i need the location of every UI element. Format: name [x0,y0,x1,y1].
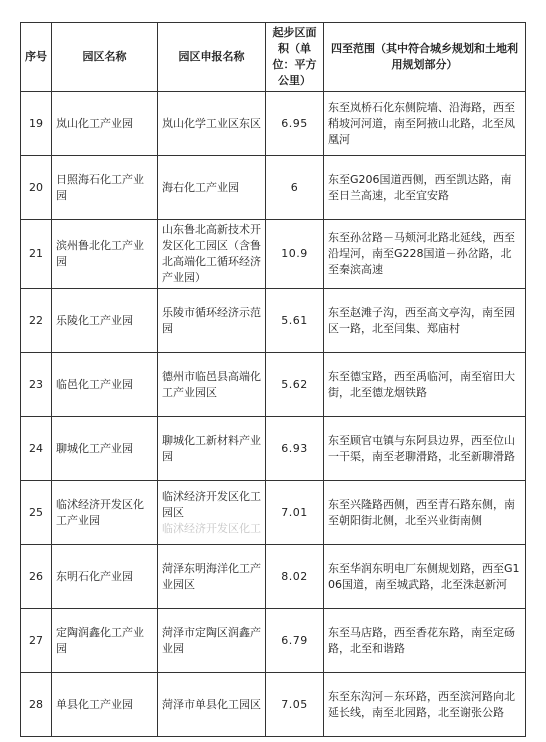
row-area: 6.79 [266,609,324,673]
row-area: 6.93 [266,417,324,481]
row-registered-name: 山东鲁北高新技术开发区化工园区（含鲁北高端化工循环经济产业园） [158,220,266,289]
row-registered-name: 海右化工产业园 [158,156,266,220]
row-id: 26 [21,545,52,609]
row-area: 7.01 [266,481,324,545]
table-row [21,609,526,673]
row-range: 东至岚桥石化东侧院墙、沿海路，西至稍坡河河道，南至阿掖山北路，北至凤凰河 [324,92,526,156]
row-registered-name: 聊城化工新材料产业园 [158,417,266,481]
park-table-container [20,22,526,737]
row-park-name: 单县化工产业园 [52,673,158,737]
row-registered-name: 德州市临邑县高端化工产业园区 [158,353,266,417]
row-range: 东至华润东明电厂东侧规划路，西至G106国道，南至城武路，北至洙赵新河 [324,545,526,609]
header-name: 园区名称 [52,23,158,92]
table-row [21,220,526,289]
row-registered-name: 岚山化学工业区东区 [158,92,266,156]
row-area: 6 [266,156,324,220]
table-row [21,289,526,353]
row-area: 5.62 [266,353,324,417]
table-row [21,481,526,545]
row-area: 6.95 [266,92,324,156]
row-range: 东至G206国道西侧，西至凯达路，南至日兰高速，北至宜安路 [324,156,526,220]
row-registered-name: 菏泽东明海洋化工产业园区 [158,545,266,609]
row-park-name: 乐陵化工产业园 [52,289,158,353]
table-row [21,156,526,220]
row-id: 27 [21,609,52,673]
header-range: 四至范围（其中符合城乡规划和土地利用规划部分） [324,23,526,92]
row-range: 东至赵滩子沟，西至高文亭沟，南至园区一路，北至闫集、郑庙村 [324,289,526,353]
registered-name-text: 临沭经济开发区化工园区 [162,489,261,519]
row-area: 7.05 [266,673,324,737]
row-park-name: 临沭经济开发区化工产业园 [52,481,158,545]
row-id: 22 [21,289,52,353]
row-park-name: 定陶润鑫化工产业园 [52,609,158,673]
row-registered-name: 菏泽市定陶区润鑫产业园 [158,609,266,673]
table-row [21,353,526,417]
row-park-name: 日照海石化工产业园 [52,156,158,220]
table-row [21,417,526,481]
row-park-name: 临邑化工产业园 [52,353,158,417]
row-range: 东至孙岔路－马颊河北路北延线，西至沿埕河，南至G228国道－孙岔路，北至秦滨高速 [324,220,526,289]
row-area: 10.9 [266,220,324,289]
row-range: 东至德宝路，西至禹临河，南至宿田大街，北至德龙烟铁路 [324,353,526,417]
row-range: 东至顾官屯镇与东阿县边界，西至位山一干渠，南至老聊滑路，北至新聊滑路 [324,417,526,481]
header-area: 起步区面积（单位：平方公里） [266,23,324,92]
watermark-text: 临沭经济开发区化工 [162,521,261,535]
chemical-park-table [20,22,526,737]
row-id: 25 [21,481,52,545]
row-registered-name [158,481,266,545]
row-id: 21 [21,220,52,289]
row-id: 19 [21,92,52,156]
row-registered-name: 菏泽市单县化工园区 [158,673,266,737]
row-id: 20 [21,156,52,220]
row-park-name: 东明石化产业园 [52,545,158,609]
row-park-name: 岚山化工产业园 [52,92,158,156]
row-id: 23 [21,353,52,417]
row-registered-name: 乐陵市循环经济示范园 [158,289,266,353]
row-id: 28 [21,673,52,737]
header-registered-name: 园区申报名称 [158,23,266,92]
row-park-name: 聊城化工产业园 [52,417,158,481]
row-park-name: 滨州鲁北化工产业园 [52,220,158,289]
row-range: 东至兴隆路西侧，西至青石路东侧，南至朝阳街北侧，北至兴业街南侧 [324,481,526,545]
table-row [21,545,526,609]
header-id: 序号 [21,23,52,92]
row-range: 东至东沟河－东环路，西至滨河路向北延长线，南至北园路，北至谢张公路 [324,673,526,737]
table-row [21,673,526,737]
row-range: 东至马店路，西至香花东路，南至定砀路，北至和谐路 [324,609,526,673]
row-area: 8.02 [266,545,324,609]
row-id: 24 [21,417,52,481]
header-row [21,23,526,92]
row-area: 5.61 [266,289,324,353]
table-row [21,92,526,156]
